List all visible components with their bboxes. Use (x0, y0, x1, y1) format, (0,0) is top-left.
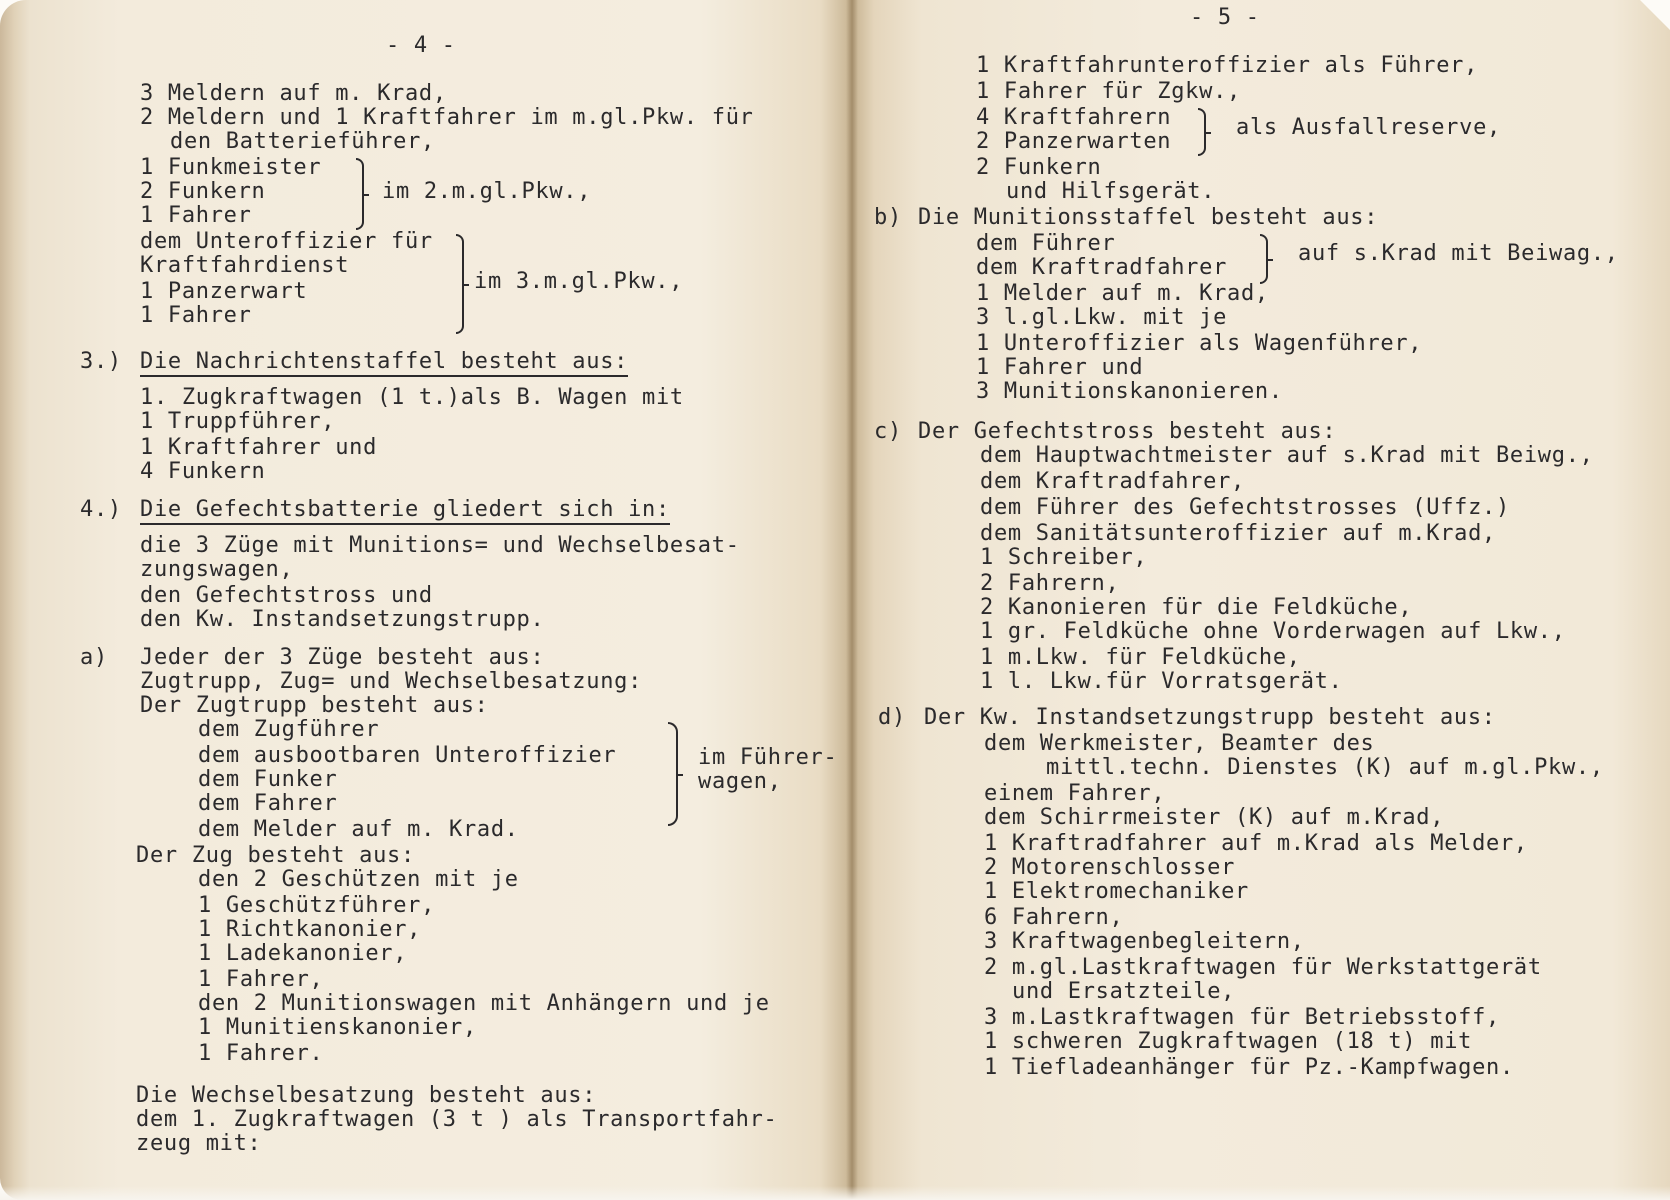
section-number: 3.) (80, 349, 122, 374)
text-line: 1 Funkmeister (140, 155, 322, 180)
text-line: 1 l. Lkw.für Vorratsgerät. (980, 669, 1343, 694)
text-line: 1 Geschützführer, (198, 893, 436, 918)
brace-label: wagen, (698, 769, 782, 794)
text-line: dem Werkmeister, Beamter des (984, 731, 1375, 756)
text-line: 2 Funkern (976, 155, 1102, 180)
text-line: die 3 Züge mit Munitions= und Wechselbesat- (140, 533, 740, 558)
text-line: 6 Fahrern, (984, 905, 1124, 930)
brace (1198, 108, 1206, 156)
text-line: 1 Fahrer, (198, 967, 324, 992)
text-line: dem Unteroffizier für (140, 229, 433, 254)
text-line: 4 Kraftfahrern (976, 105, 1172, 130)
text-line: 3 Munitionskanonieren. (976, 379, 1283, 404)
brace (668, 722, 678, 826)
text-line: 2 Meldern und 1 Kraftfahrer im m.gl.Pkw. für (140, 105, 754, 130)
text-line: 1 Panzerwart (140, 279, 308, 304)
text-line: 3 Meldern auf m. Krad, (140, 81, 447, 106)
text-line: 1 m.Lkw. für Feldküche, (980, 645, 1301, 670)
text-line: dem Kraftradfahrer, (980, 469, 1245, 494)
brace (456, 234, 464, 334)
text-line: Der Gefechtstross besteht aus: (918, 419, 1337, 444)
text-line: Kraftfahrdienst (140, 253, 350, 278)
text-line: Der Zugtrupp besteht aus: (140, 693, 489, 718)
section-number: c) (874, 419, 902, 444)
text-line: 1 Fahrer (140, 303, 252, 328)
brace-label: als Ausfallreserve, (1236, 115, 1501, 140)
text-line: 3 m.Lastkraftwagen für Betriebsstoff, (984, 1005, 1500, 1030)
text-line: 1 Tiefladeanhänger für Pz.-Kampfwagen. (984, 1055, 1514, 1080)
text-line: 2 Funkern (140, 179, 266, 204)
text-line: 2 Kanonieren für die Feldküche, (980, 595, 1413, 620)
brace (1260, 234, 1268, 284)
text-line: 1 Truppführer, (140, 409, 336, 434)
text-line: dem Führer des Gefechtstrosses (Uffz.) (980, 495, 1510, 520)
text-line: dem Schirrmeister (K) auf m.Krad, (984, 805, 1445, 830)
text-line: 1 Munitienskanonier, (198, 1015, 477, 1040)
text-line: Jeder der 3 Züge besteht aus: (140, 645, 545, 670)
text-line: 1 Fahrer und (976, 355, 1144, 380)
text-line: 2 Panzerwarten (976, 129, 1172, 154)
text-line: 1 Kraftfahrer und (140, 435, 378, 460)
text-line: 1 Elektromechaniker (984, 879, 1249, 904)
right-page (852, 0, 1670, 1200)
text-line: 1 Unteroffizier als Wagenführer, (976, 331, 1423, 356)
text-line: Der Zug besteht aus: (136, 843, 415, 868)
page-number-right: - 5 - (1190, 5, 1260, 30)
text-line: 1 Kraftradfahrer auf m.Krad als Melder, (984, 831, 1528, 856)
text-line: 1 Richtkanonier, (198, 917, 422, 942)
text-line: dem Fahrer (198, 791, 338, 816)
section-number: d) (878, 705, 906, 730)
text-line: den 2 Geschützen mit je (198, 867, 519, 892)
text-line: dem Kraftradfahrer (976, 255, 1228, 280)
brace (356, 158, 364, 230)
text-line: 1 Kraftfahrunteroffizier als Führer, (976, 53, 1479, 78)
text-line: zeug mit: (136, 1131, 262, 1156)
text-line: 1 Fahrer für Zgkw., (976, 79, 1241, 104)
section-heading: Die Gefechtsbatterie gliedert sich in: (140, 498, 670, 525)
text-line: dem Hauptwachtmeister auf s.Krad mit Beiwg., (980, 443, 1594, 468)
text-line: 1 Ladekanonier, (198, 941, 408, 966)
brace-label: im 3.m.gl.Pkw., (474, 269, 684, 294)
text-line: den Gefechtstross und (140, 583, 433, 608)
text-line: Die Munitionsstaffel besteht aus: (918, 205, 1379, 230)
section-number: 4.) (80, 497, 122, 522)
brace-label: auf s.Krad mit Beiwag., (1298, 241, 1619, 266)
text-line: dem Sanitätsunteroffizier auf m.Krad, (980, 521, 1496, 546)
text-line: dem 1. Zugkraftwagen (3 t ) als Transportfahr- (136, 1107, 778, 1132)
text-line: dem Führer (976, 231, 1116, 256)
text-line: Die Wechselbesatzung besteht aus: (136, 1083, 597, 1108)
text-line: 1 Melder auf m. Krad, (976, 281, 1269, 306)
text-line: mittl.techn. Dienstes (K) auf m.gl.Pkw., (1046, 755, 1604, 780)
text-line: und Hilfsgerät. (1006, 179, 1216, 204)
brace-label: im Führer- (698, 745, 838, 770)
text-line: 3 l.gl.Lkw. mit je (976, 305, 1228, 330)
text-line: 1 Schreiber, (980, 545, 1148, 570)
section-number: a) (80, 645, 108, 670)
text-line: 2 m.gl.Lastkraftwagen für Werkstattgerät (984, 955, 1542, 980)
text-line: den Batterieführer, (170, 129, 435, 154)
text-line: 2 Fahrern, (980, 571, 1120, 596)
text-line: den Kw. Instandsetzungstrupp. (140, 607, 545, 632)
text-line: dem ausbootbaren Unteroffizier (198, 743, 617, 768)
section-heading: Die Nachrichtenstaffel besteht aus: (140, 350, 628, 377)
page-number-left: - 4 - (386, 33, 456, 58)
text-line: den 2 Munitionswagen mit Anhängern und je (198, 991, 770, 1016)
text-line: 1 gr. Feldküche ohne Vorderwagen auf Lkw., (980, 619, 1566, 644)
text-line: und Ersatzteile, (1012, 979, 1236, 1004)
text-line: zungswagen, (140, 557, 294, 582)
section-number: b) (874, 205, 902, 230)
text-line: dem Melder auf m. Krad. (198, 817, 519, 842)
text-line: Zugtrupp, Zug= und Wechselbesatzung: (140, 669, 643, 694)
text-line: 1 schweren Zugkraftwagen (18 t) mit (984, 1029, 1473, 1054)
book-gutter (846, 0, 858, 1200)
text-line: 1 Fahrer (140, 203, 252, 228)
text-line: 4 Funkern (140, 459, 266, 484)
brace-label: im 2.m.gl.Pkw., (382, 179, 592, 204)
text-line: 1 Fahrer. (198, 1041, 324, 1066)
text-line: 1. Zugkraftwagen (1 t.)als B. Wagen mit (140, 385, 684, 410)
text-line: 2 Motorenschlosser (984, 855, 1236, 880)
text-line: Der Kw. Instandsetzungstrupp besteht aus: (924, 705, 1496, 730)
text-line: dem Zugführer (198, 717, 380, 742)
page-edge (0, 1186, 1670, 1200)
page-corner (1640, 0, 1670, 30)
text-line: einem Fahrer, (984, 781, 1166, 806)
text-line: 3 Kraftwagenbegleitern, (984, 929, 1305, 954)
text-line: dem Funker (198, 767, 338, 792)
